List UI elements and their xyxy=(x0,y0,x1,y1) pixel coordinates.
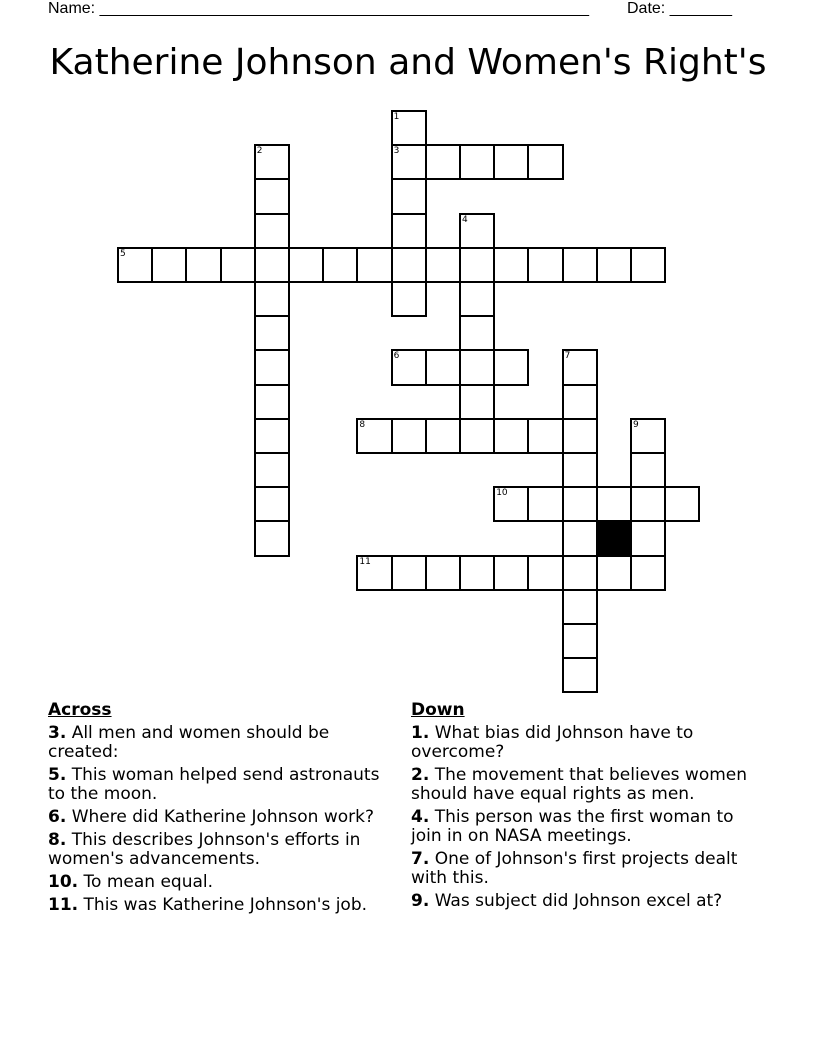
clue-number: 3. xyxy=(48,723,67,743)
crossword-cell[interactable] xyxy=(459,555,495,591)
crossword-cell[interactable] xyxy=(151,247,187,283)
blocked-cell xyxy=(596,520,632,556)
crossword-cell[interactable] xyxy=(562,452,598,488)
clue-down-9 xyxy=(411,892,761,911)
clue-text: This was Katherine Johnson's job. xyxy=(83,895,368,915)
clue-across-5 xyxy=(48,766,398,804)
cell-number: 5 xyxy=(120,248,126,259)
crossword-cell[interactable] xyxy=(391,281,427,317)
crossword-cell[interactable] xyxy=(220,247,256,283)
crossword-cell[interactable] xyxy=(425,555,461,591)
page-title: Katherine Johnson and Women's Right's xyxy=(49,42,767,83)
clue-across-6 xyxy=(48,808,398,827)
crossword-cell[interactable] xyxy=(493,349,529,385)
clue-number: 8. xyxy=(48,830,67,850)
clue-down-7 xyxy=(411,850,761,888)
crossword-cell[interactable] xyxy=(562,418,598,454)
crossword-cell[interactable] xyxy=(459,349,495,385)
crossword-cell[interactable] xyxy=(562,384,598,420)
clue-number: 6. xyxy=(48,807,67,827)
clue-number: 10. xyxy=(48,872,79,892)
crossword-cell[interactable] xyxy=(459,418,495,454)
cell-number: 2 xyxy=(256,146,263,157)
crossword-cell[interactable] xyxy=(630,247,666,283)
crossword-cell[interactable] xyxy=(356,418,392,454)
crossword-cell[interactable] xyxy=(630,555,666,591)
crossword-cell[interactable] xyxy=(254,178,290,214)
crossword-cell[interactable] xyxy=(596,247,632,283)
crossword-cell[interactable] xyxy=(562,623,598,659)
crossword-cell[interactable] xyxy=(562,247,598,283)
cell-number: 9 xyxy=(633,419,639,430)
clue-text: Where did Katherine Johnson work? xyxy=(71,807,375,827)
clue-number: 4. xyxy=(411,807,430,827)
crossword-cell[interactable] xyxy=(493,247,529,283)
crossword-cell[interactable] xyxy=(356,555,392,591)
crossword-cell[interactable] xyxy=(254,520,290,556)
date-field[interactable]: Date: _______ xyxy=(627,0,732,17)
clue-across-8 xyxy=(48,831,398,869)
crossword-cell[interactable] xyxy=(527,418,563,454)
cell-number: 7 xyxy=(564,351,571,362)
clue-number: 1. xyxy=(411,723,430,743)
crossword-cell[interactable] xyxy=(562,589,598,625)
clue-text: This describes Johnson's efforts in women's advancements. xyxy=(48,830,361,869)
clue-number: 2. xyxy=(411,765,430,785)
crossword-cell[interactable] xyxy=(527,247,563,283)
cell-number: 10 xyxy=(496,488,508,499)
crossword-cell[interactable] xyxy=(664,486,700,522)
crossword-cell[interactable] xyxy=(391,418,427,454)
crossword-cell[interactable] xyxy=(459,247,495,283)
crossword-cell[interactable] xyxy=(630,520,666,556)
crossword-cell[interactable] xyxy=(630,452,666,488)
crossword-cell[interactable] xyxy=(562,486,598,522)
cell-number: 6 xyxy=(393,351,400,362)
clue-text: What bias did Johnson have to overcome? xyxy=(411,723,694,762)
clue-number: 11. xyxy=(48,895,79,915)
cell-number: 4 xyxy=(462,214,468,225)
down-clues xyxy=(411,701,761,915)
crossword-cell[interactable] xyxy=(630,418,666,454)
crossword-cell[interactable] xyxy=(630,486,666,522)
clue-down-2 xyxy=(411,766,761,804)
clue-text: Was subject did Johnson excel at? xyxy=(434,891,723,911)
clue-down-4 xyxy=(411,808,761,846)
crossword-cell[interactable] xyxy=(391,555,427,591)
crossword-cell[interactable] xyxy=(254,213,290,249)
crossword-cell[interactable] xyxy=(254,418,290,454)
crossword-cell[interactable] xyxy=(391,178,427,214)
clue-text: This woman helped send astronauts to the moon. xyxy=(48,765,380,804)
clue-down-1 xyxy=(411,724,761,762)
crossword-cell[interactable] xyxy=(562,657,598,693)
crossword-cell[interactable] xyxy=(254,452,290,488)
cell-number: 3 xyxy=(393,146,400,157)
crossword-cell[interactable] xyxy=(254,384,290,420)
cell-number: 11 xyxy=(359,556,371,567)
crossword-cell[interactable] xyxy=(562,349,598,385)
clue-text: This person was the first woman to join in on NASA meetings. xyxy=(411,807,734,846)
crossword-cell[interactable] xyxy=(425,144,461,180)
crossword-cell[interactable] xyxy=(254,144,290,180)
crossword-cell[interactable] xyxy=(254,281,290,317)
crossword-cell[interactable] xyxy=(562,555,598,591)
clue-across-10 xyxy=(48,873,398,892)
crossword-cell[interactable] xyxy=(254,486,290,522)
crossword-cell[interactable] xyxy=(459,213,495,249)
crossword-cell[interactable] xyxy=(322,247,358,283)
crossword-cell[interactable] xyxy=(562,520,598,556)
clue-number: 9. xyxy=(411,891,430,911)
clue-across-3 xyxy=(48,724,398,762)
crossword-cell[interactable] xyxy=(425,418,461,454)
clue-text: One of Johnson's first projects dealt with this. xyxy=(411,849,738,888)
crossword-cell[interactable] xyxy=(356,247,392,283)
crossword-cell[interactable] xyxy=(425,247,461,283)
crossword-cell[interactable] xyxy=(527,555,563,591)
crossword-cell[interactable] xyxy=(527,486,563,522)
cell-number: 1 xyxy=(393,112,400,122)
crossword-cell[interactable] xyxy=(391,247,427,283)
crossword-cell[interactable] xyxy=(527,144,563,180)
crossword-cell[interactable] xyxy=(117,247,153,283)
across-heading: Across xyxy=(48,700,112,720)
crossword-cell[interactable] xyxy=(391,110,427,146)
crossword-cell[interactable] xyxy=(254,247,290,283)
crossword-cell[interactable] xyxy=(391,144,427,180)
crossword-cell[interactable] xyxy=(391,213,427,249)
crossword-cell[interactable] xyxy=(596,555,632,591)
clue-text: The movement that believes women should have equal rights as men. xyxy=(411,765,748,804)
clue-text: All men and women should be created: xyxy=(48,723,330,762)
clue-number: 5. xyxy=(48,765,67,785)
crossword-cell[interactable] xyxy=(254,349,290,385)
crossword-cell[interactable] xyxy=(493,555,529,591)
cell-number: 8 xyxy=(359,419,366,430)
crossword-cell[interactable] xyxy=(493,144,529,180)
crossword-cell[interactable] xyxy=(596,486,632,522)
down-heading: Down xyxy=(411,700,465,720)
crossword-cell[interactable] xyxy=(425,349,461,385)
clue-number: 7. xyxy=(411,849,430,869)
crossword-cell[interactable] xyxy=(493,486,529,522)
crossword-cell[interactable] xyxy=(459,315,495,351)
crossword-cell[interactable] xyxy=(391,349,427,385)
crossword-cell[interactable] xyxy=(254,315,290,351)
crossword-cell[interactable] xyxy=(185,247,221,283)
clue-across-11 xyxy=(48,896,398,915)
crossword-cell[interactable] xyxy=(459,281,495,317)
across-clues xyxy=(48,701,398,919)
crossword-cell[interactable] xyxy=(459,144,495,180)
name-field[interactable]: Name: _______________________________________________________ xyxy=(48,0,589,17)
crossword-cell[interactable] xyxy=(493,418,529,454)
clue-text: To mean equal. xyxy=(83,872,214,892)
crossword-cell[interactable] xyxy=(288,247,324,283)
crossword-cell[interactable] xyxy=(459,384,495,420)
